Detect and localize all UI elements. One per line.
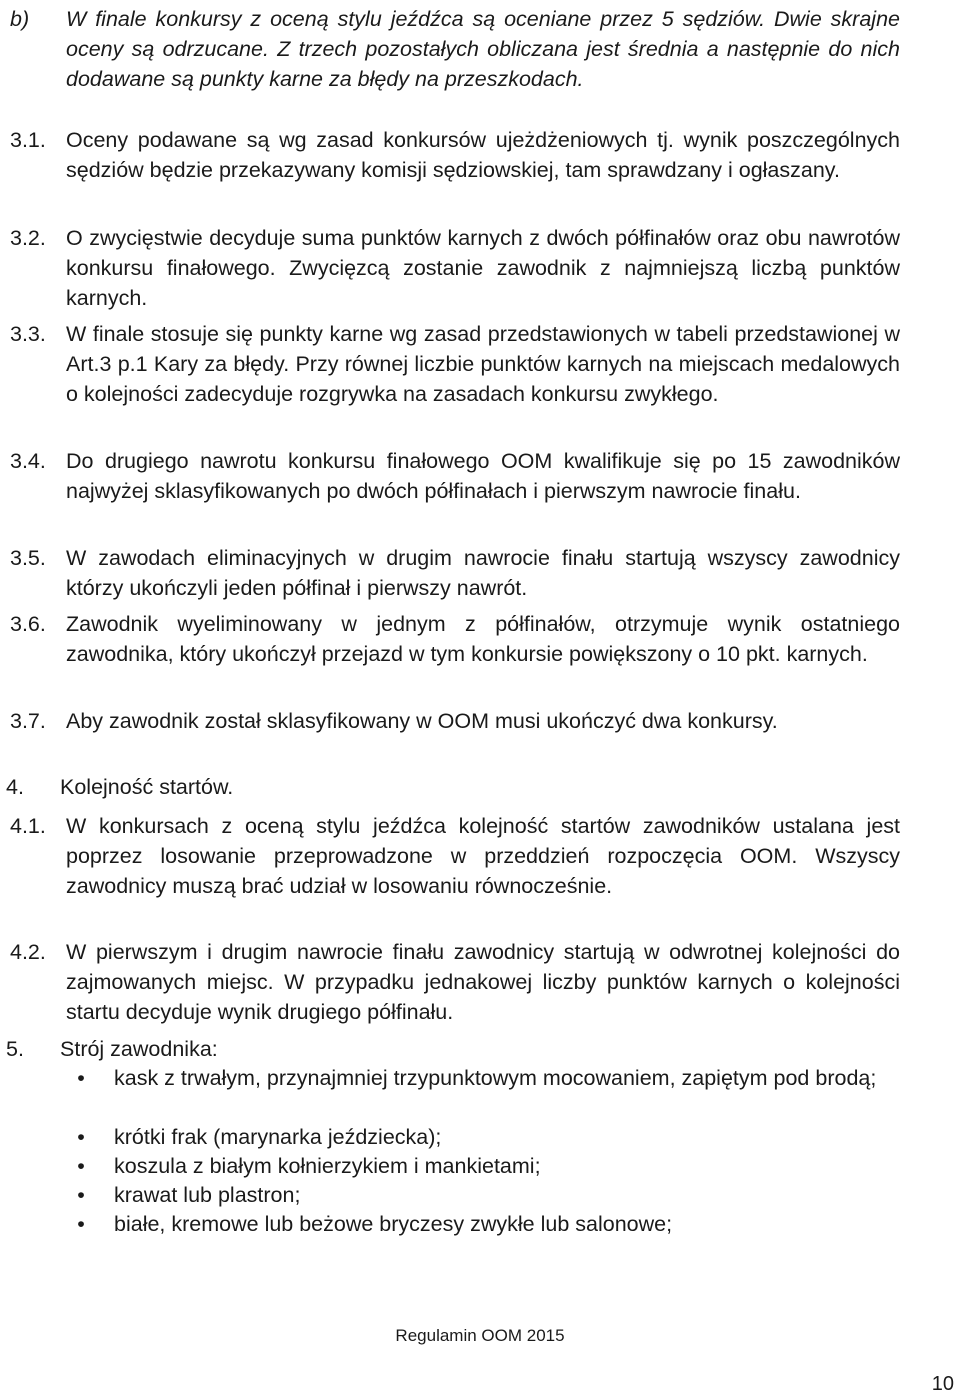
clause-text: Zawodnik wyeliminowany w jednym z półfinałów, otrzymuje wynik ostatniego zawodnika, który ukończył przejazd w tym konkursie powiększony o 10 pkt. karnych. — [66, 612, 900, 666]
clause-3-3 — [10, 319, 900, 409]
paragraph-b-text: W finale konkursy z oceną stylu jeźdźca są oceniane przez 5 sędziów. Dwie skrajne oceny są odrzucane. Z trzech pozostałych obliczana jest średnia a następnie do nich dodawane są punkty karne za błędy na przeszkodach. — [66, 7, 900, 91]
section-number: 5. — [6, 1037, 24, 1061]
bullet-text: koszula z białym kołnierzykiem i mankietami; — [114, 1154, 541, 1178]
clause-number: 4.1. — [10, 814, 46, 838]
clause-text: Oceny podawane są wg zasad konkursów ujeżdżeniowych tj. wynik poszczególnych sędziów będzie przekazywany komisji sędziowskiej, tam sprawdzany i ogłaszany. — [66, 128, 900, 182]
page-footer: Regulamin OOM 2015 — [395, 1326, 565, 1345]
section-title: Kolejność startów. — [60, 775, 234, 799]
bullet-text: białe, kremowe lub beżowe bryczesy zwykłe lub salonowe; — [114, 1212, 673, 1236]
clause-text: W konkursach z oceną stylu jeźdźca kolejność startów zawodników ustalana jest poprzez losowanie przeprowadzone w przeddzień rozpoczęcia OOM. Wszyscy zawodnicy muszą brać udział w losowaniu równocześnie. — [66, 814, 900, 898]
bullet-item — [70, 1151, 900, 1181]
clause-number: 3.7. — [10, 709, 46, 733]
section-number: 4. — [6, 775, 24, 799]
bullet-icon: • — [77, 1183, 85, 1207]
clause-3-2 — [10, 223, 900, 313]
bullet-icon: • — [77, 1125, 85, 1149]
bullet-text: krótki frak (marynarka jeździecka); — [114, 1125, 442, 1149]
bullet-text: kask z trwałym, przynajmniej trzypunktowym mocowaniem, zapiętym pod brodą; — [114, 1066, 877, 1090]
section-title: Strój zawodnika: — [60, 1037, 218, 1061]
clause-3-1 — [10, 125, 900, 185]
bullet-item — [70, 1122, 900, 1152]
clause-number: 3.1. — [10, 128, 46, 152]
clause-number: 3.2. — [10, 226, 46, 250]
clause-text: W zawodach eliminacyjnych w drugim nawrocie finału startują wszyscy zawodnicy którzy ukończyli jeden półfinał i pierwszy nawrót. — [66, 546, 900, 600]
clause-3-4 — [10, 446, 900, 506]
clause-number: 3.3. — [10, 322, 46, 346]
clause-text: Do drugiego nawrotu konkursu finałowego OOM kwalifikuje się po 15 zawodników najwyżej sklasyfikowanych po dwóch półfinałach i pierwszym nawrocie finału. — [66, 449, 900, 503]
clause-number: 4.2. — [10, 940, 46, 964]
clause-text: O zwycięstwie decyduje suma punktów karnych z dwóch półfinałów oraz obu nawrotów konkursu finałowego. Zwycięzcą zostanie zawodnik z najmniejszą liczbą punktów karnych. — [66, 226, 900, 310]
bullet-item — [70, 1180, 900, 1210]
clause-text: W pierwszym i drugim nawrocie finału zawodnicy startują w odwrotnej kolejności do zajmowanych miejsc. W przypadku jednakowej liczby punktów karnych o kolejności startu decyduje wynik drugiego półfinału. — [66, 940, 900, 1024]
clause-4-1 — [10, 811, 900, 901]
section-5-heading — [6, 1034, 896, 1064]
section-4-heading — [6, 772, 896, 802]
bullet-item — [70, 1209, 900, 1239]
clause-text: W finale stosuje się punkty karne wg zasad przedstawionych w tabeli przedstawionej w Art.3 p.1 Kary za błędy. Przy równej liczbie punktów karnych na miejscach medalowych o kolejności zadecyduje rozgrywka na zasadach konkursu zwykłego. — [66, 322, 900, 406]
paragraph-b — [0, 4, 900, 94]
clause-number: 3.6. — [10, 612, 46, 636]
clause-4-2 — [10, 937, 900, 1027]
clause-3-7 — [10, 706, 900, 736]
bullet-icon: • — [77, 1154, 85, 1178]
bullet-icon: • — [77, 1212, 85, 1236]
clause-number: 3.5. — [10, 546, 46, 570]
paragraph-b-label: b) — [10, 7, 30, 31]
bullet-item — [70, 1063, 900, 1093]
bullet-icon: • — [77, 1066, 85, 1090]
page-number: 10 — [931, 1373, 954, 1395]
bullet-text: krawat lub plastron; — [114, 1183, 301, 1207]
clause-3-6 — [10, 609, 900, 669]
clause-3-5 — [10, 543, 900, 603]
clause-number: 3.4. — [10, 449, 46, 473]
clause-text: Aby zawodnik został sklasyfikowany w OOM musi ukończyć dwa konkursy. — [66, 709, 778, 733]
